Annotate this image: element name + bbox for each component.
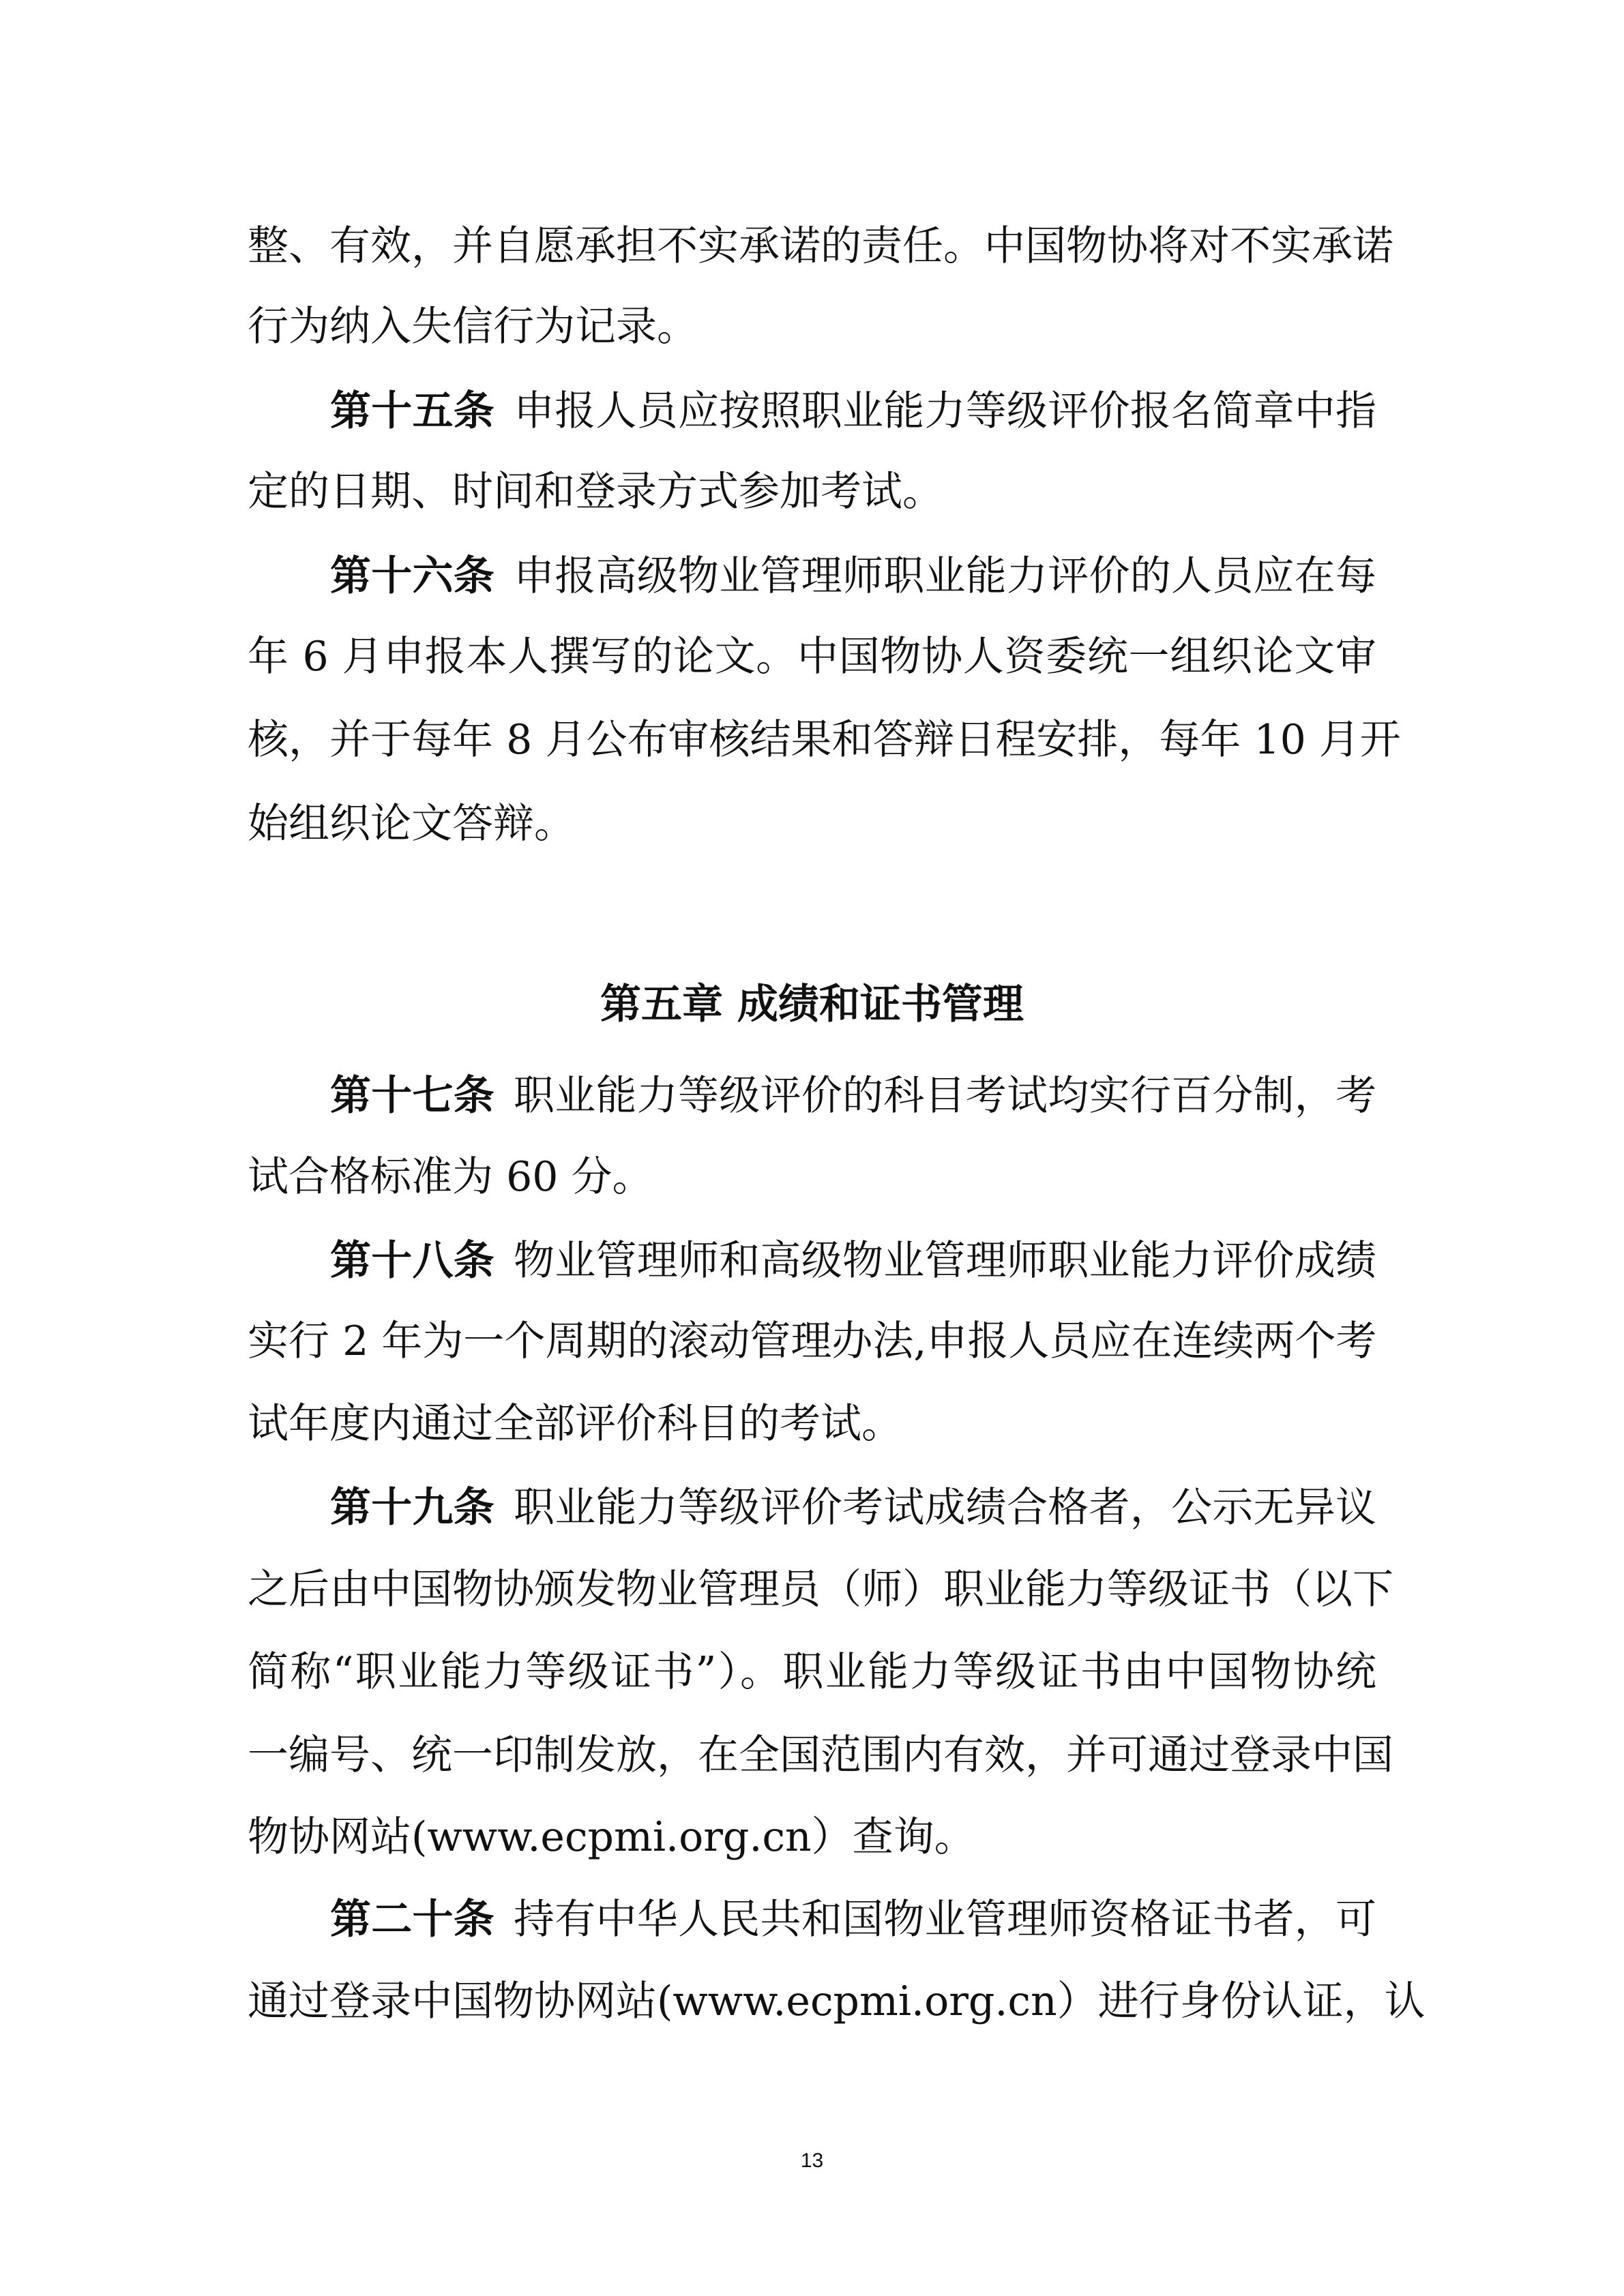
text-line: 定的日期、时间和登录方式参加考试。	[248, 468, 943, 516]
text-line: 简称“职业能力等级证书”）。职业能力等级证书由中国物协统	[248, 1648, 1376, 1696]
article-text: 物业管理师和高级物业管理师职业能力评价成绩	[514, 1237, 1376, 1285]
text-line: 实行 2 年为一个周期的滚动管理办法,申报人员应在连续两个考	[248, 1317, 1377, 1365]
text-line: 年 6 月申报本人撰写的论文。中国物协人资委统一组织论文审	[248, 633, 1376, 681]
text-line: 通过登录中国物协网站(www.ecpmi.org.cn）进行身份认证，认	[248, 1978, 1426, 2025]
text-line: 物协网站(www.ecpmi.org.cn）查询。	[248, 1813, 975, 1861]
text-line: 试合格标准为 60 分。	[248, 1153, 653, 1201]
text-line: 之后由中国物协颁发物业管理员（师）职业能力等级证书（以下	[248, 1566, 1393, 1613]
text-line: 一编号、统一印制发放，在全国范围内有效，并可通过登录中国	[248, 1731, 1393, 1779]
article-text: 申报人员应按照职业能力等级评价报名简章中指	[514, 387, 1376, 435]
article-15-line	[330, 387, 1376, 436]
text-line: 核，并于每年 8 月公布审核结果和答辩日程安排，每年 10 月开	[248, 716, 1401, 764]
article-number: 第二十条	[330, 1896, 494, 1943]
article-20-line	[330, 1895, 1376, 1944]
page-number: 13	[800, 2149, 824, 2172]
article-16-line	[330, 552, 1376, 601]
article-17-line	[330, 1071, 1376, 1120]
text-line: 行为纳入失信行为记录。	[248, 303, 698, 351]
article-number: 第十六条	[330, 552, 494, 600]
article-text: 持有中华人民共和国物业管理师资格证书者，可	[514, 1896, 1376, 1943]
article-number: 第十七条	[330, 1072, 494, 1120]
article-text: 职业能力等级评价考试成绩合格者，公示无异议	[514, 1484, 1376, 1532]
text-line: 整、有效，并自愿承担不实承诺的责任。中国物协将对不实承诺	[248, 222, 1393, 270]
text-line: 始组织论文答辩。	[248, 800, 575, 848]
article-text: 职业能力等级评价的科目考试均实行百分制，考	[514, 1072, 1376, 1120]
article-18-line	[330, 1236, 1376, 1285]
article-text: 申报高级物业管理师职业能力评价的人员应在每	[514, 552, 1376, 600]
article-number: 第十五条	[330, 387, 494, 435]
chapter-heading: 第五章 成绩和证书管理	[600, 981, 1024, 1028]
article-19-line	[330, 1483, 1376, 1532]
article-number: 第十九条	[330, 1484, 494, 1532]
article-number: 第十八条	[330, 1237, 494, 1285]
text-line: 试年度内通过全部评价科目的考试。	[248, 1400, 902, 1448]
